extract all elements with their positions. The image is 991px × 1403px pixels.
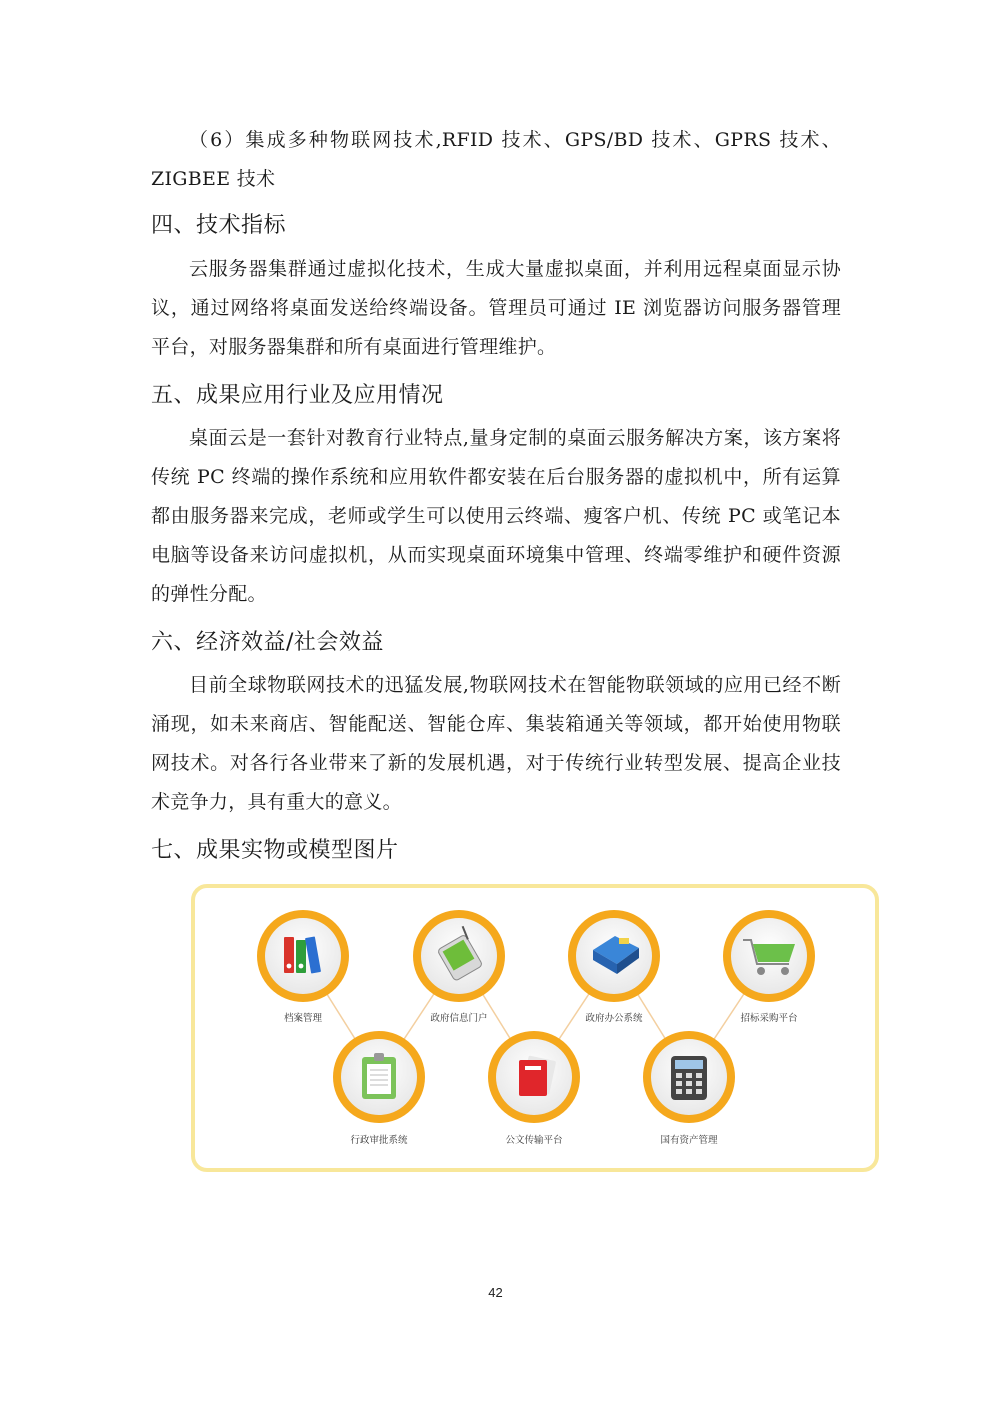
section-heading-tech-indicators: 四、技术指标 (151, 213, 287, 238)
node-label-doc-transfer: 公文传输平台 (505, 1135, 563, 1146)
product-figure (191, 884, 879, 1172)
node-label-admin-approval: 行政审批系统 (350, 1135, 408, 1146)
clipboard-icon (362, 1053, 396, 1099)
binders-icon (284, 936, 321, 973)
node-doc-transfer (488, 1031, 580, 1123)
section-heading-benefits: 六、经济效益/社会效益 (151, 630, 384, 655)
section-heading-application: 五、成果应用行业及应用情况 (151, 383, 444, 408)
node-label-state-assets: 国有资产管理 (660, 1135, 718, 1146)
node-state-assets (643, 1031, 735, 1123)
section-body-tech-indicators: 云服务器集群通过虚拟化技术，生成大量虚拟桌面，并利用远程桌面显示协议，通过网络将桌面发送给终端设备。管理员可通过 IE 浏览器访问服务器管理平台，对服务器集群和所有桌面进行管理维护。 (151, 258, 841, 358)
node-label-tender: 招标采购平台 (740, 1013, 798, 1024)
node-gov-portal (413, 910, 505, 1002)
figure-graphic (195, 888, 875, 1168)
node-tender (723, 910, 815, 1002)
node-admin-approval (333, 1031, 425, 1123)
node-archives (257, 910, 349, 1002)
intro-paragraph: （6）集成多种物联网技术,RFID 技术、GPS/BD 技术、GPRS 技术、ZIGBEE 技术 (151, 129, 841, 190)
node-label-archives: 档案管理 (283, 1013, 322, 1024)
node-gov-office (568, 910, 660, 1002)
section-body-benefits: 目前全球物联网技术的迅猛发展,物联网技术在智能物联领域的应用已经不断涌现，如未来商店、智能配送、智能仓库、集装箱通关等领域，都开始使用物联网技术。对各行各业带来了新的发展机遇，对于传统行业转型发展、提高企业技术竞争力，具有重大的意义。 (151, 674, 841, 813)
node-label-gov-portal: 政府信息门户 (430, 1013, 488, 1024)
section-body-application: 桌面云是一套针对教育行业特点,量身定制的桌面云服务解决方案，该方案将传统 PC 终端的操作系统和应用软件都安装在后台服务器的虚拟机中，所有运算都由服务器来完成，老师或学生可以使用云终端、瘦客户机、传统 PC 或笔记本电脑等设备来访问虚拟机，从而实现桌面环境集中管理、终端零维护和硬件资源的弹性分配。 (151, 427, 841, 605)
node-label-gov-office: 政府办公系统 (585, 1013, 643, 1024)
page-number: 42 (488, 1285, 503, 1300)
section-heading-pictures: 七、成果实物或模型图片 (151, 838, 399, 863)
calculator-icon (671, 1056, 707, 1100)
